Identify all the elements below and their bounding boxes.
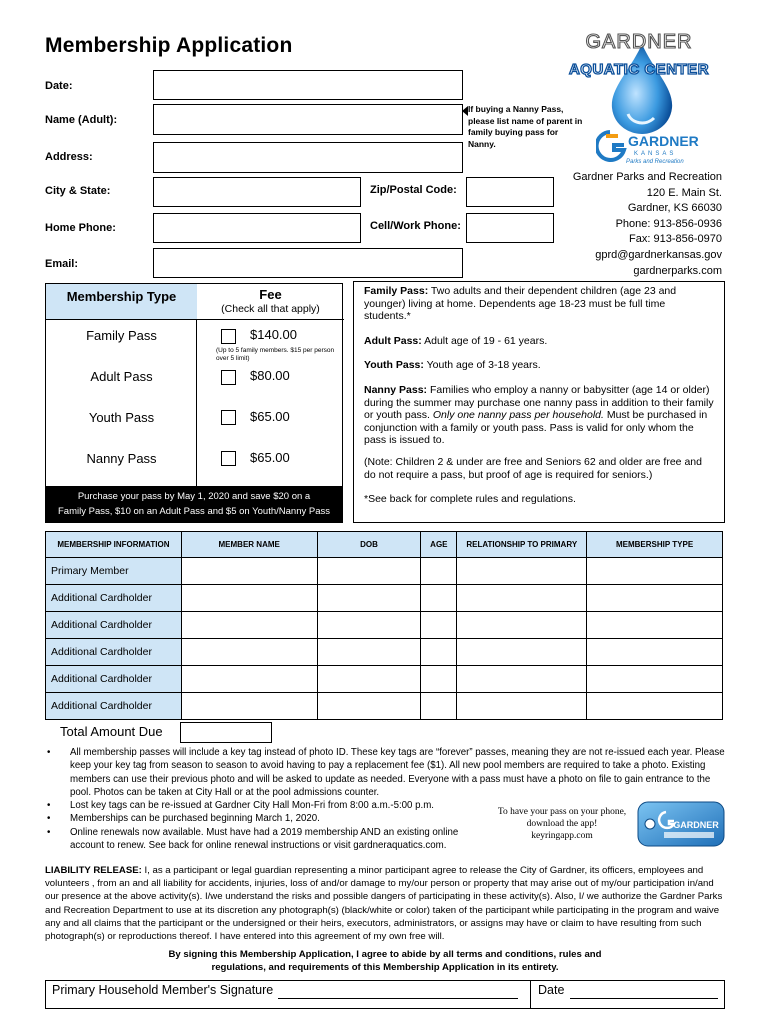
list-item: • Memberships can be purchased beginning March 1, 2020. bbox=[45, 812, 485, 825]
email-field[interactable] bbox=[153, 248, 463, 278]
row-label: Additional Cardholder bbox=[46, 666, 182, 693]
cell-phone-field[interactable] bbox=[466, 213, 554, 243]
row-label: Primary Member bbox=[46, 558, 182, 585]
table-row bbox=[46, 585, 723, 612]
desc-youth: Youth Pass: Youth age of 3-18 years. bbox=[364, 359, 541, 372]
cell-input[interactable] bbox=[421, 612, 457, 639]
fee-title: Fee bbox=[259, 287, 282, 302]
cell-input[interactable] bbox=[181, 666, 317, 693]
cell-input[interactable] bbox=[587, 666, 723, 693]
key-tag-image bbox=[636, 798, 726, 850]
keyring-line-1: To have your pass on your phone, bbox=[497, 807, 627, 817]
cell-input[interactable] bbox=[587, 693, 723, 720]
cell-phone-label: Cell/Work Phone: bbox=[370, 220, 461, 232]
gardner-parks-logo bbox=[596, 128, 726, 166]
contact-web[interactable]: gardnerparks.com bbox=[633, 264, 722, 277]
date-label: Date: bbox=[45, 80, 73, 92]
cell-input[interactable] bbox=[317, 612, 421, 639]
address-label: Address: bbox=[45, 151, 93, 163]
cell-input[interactable] bbox=[317, 585, 421, 612]
member-table bbox=[45, 531, 723, 720]
table-row bbox=[46, 693, 723, 720]
contact-email[interactable]: gprd@gardnerkansas.gov bbox=[595, 248, 722, 261]
contact-org: Gardner Parks and Recreation bbox=[572, 171, 722, 183]
home-phone-field[interactable] bbox=[153, 213, 361, 243]
membership-type-table bbox=[45, 283, 343, 523]
row-label: Additional Cardholder bbox=[46, 585, 182, 612]
table-row bbox=[46, 558, 723, 585]
pass-name-adult: Adult Pass bbox=[90, 369, 153, 384]
total-field[interactable] bbox=[180, 722, 272, 743]
membership-type-header: Membership Type bbox=[46, 284, 197, 320]
family-pass-note: (Up to 5 family members. $15 per person over 5 limit) bbox=[216, 347, 335, 362]
name-label: Name (Adult): bbox=[45, 114, 118, 126]
keyring-promo bbox=[486, 806, 638, 842]
cell-input[interactable] bbox=[587, 558, 723, 585]
water-drop-icon bbox=[612, 44, 672, 134]
table-row bbox=[46, 612, 723, 639]
signature-date-label: Date bbox=[538, 983, 565, 997]
checkbox-youth[interactable] bbox=[221, 410, 236, 425]
key-tag-brand: GARDNER bbox=[673, 820, 719, 830]
cell-input[interactable] bbox=[587, 639, 723, 666]
price-nanny: $65.00 bbox=[250, 450, 290, 465]
cell-input[interactable] bbox=[421, 639, 457, 666]
table-row bbox=[46, 666, 723, 693]
cell-input[interactable] bbox=[181, 558, 317, 585]
parks-brand: GARDNER bbox=[628, 133, 699, 149]
agreement-statement: By signing this Membership Application, I agree to abide by all terms and conditions, rules and regulations, and requirements of this Membership Application in its entirety. bbox=[168, 949, 602, 974]
list-item: • Online renewals now available. Must have had a 2019 membership AND an existing online account to renew. See back for online renewal instructions or visit gardneraquatics.com. bbox=[45, 826, 485, 853]
city-state-field[interactable] bbox=[153, 177, 361, 207]
home-phone-label: Home Phone: bbox=[45, 222, 116, 234]
contact-city: Gardner, KS 66030 bbox=[627, 202, 722, 215]
cell-input[interactable] bbox=[421, 585, 457, 612]
logo-subtitle: AQUATIC CENTER bbox=[568, 61, 710, 78]
date-field[interactable] bbox=[153, 70, 463, 100]
promo-line-1: Purchase your pass by May 1, 2020 and save $20 on a bbox=[77, 491, 311, 502]
cell-input[interactable] bbox=[181, 585, 317, 612]
keyring-line-2: download the app! bbox=[526, 819, 598, 829]
promo-line-2: Family Pass, $10 on an Adult Pass and $5 on Youth/Nanny Pass bbox=[58, 506, 330, 517]
email-label: Email: bbox=[45, 258, 79, 270]
cell-input[interactable] bbox=[421, 666, 457, 693]
col-membership-info: MEMBERSHIP INFORMATION bbox=[46, 532, 182, 558]
logo-brand: GARDNER bbox=[585, 31, 693, 53]
row-label: Additional Cardholder bbox=[46, 693, 182, 720]
checkbox-family[interactable] bbox=[221, 329, 236, 344]
cell-input[interactable] bbox=[457, 639, 587, 666]
row-label: Additional Cardholder bbox=[46, 639, 182, 666]
cell-input[interactable] bbox=[457, 666, 587, 693]
signature-line[interactable] bbox=[278, 998, 518, 999]
cell-input[interactable] bbox=[457, 693, 587, 720]
cell-input[interactable] bbox=[181, 693, 317, 720]
parks-tagline: Parks and Recreation bbox=[626, 159, 684, 165]
col-member-name: MEMBER NAME bbox=[181, 532, 317, 558]
price-youth: $65.00 bbox=[250, 409, 290, 424]
price-adult: $80.00 bbox=[250, 368, 290, 383]
col-dob: DOB bbox=[317, 532, 421, 558]
cell-input[interactable] bbox=[421, 558, 457, 585]
cell-input[interactable] bbox=[317, 666, 421, 693]
parks-state: KANSAS bbox=[634, 151, 677, 157]
cell-input[interactable] bbox=[181, 612, 317, 639]
table-header-row bbox=[46, 532, 723, 558]
cell-input[interactable] bbox=[421, 693, 457, 720]
signature-date-line[interactable] bbox=[570, 998, 718, 999]
cell-input[interactable] bbox=[317, 693, 421, 720]
pass-name-youth: Youth Pass bbox=[88, 410, 155, 425]
cell-input[interactable] bbox=[317, 639, 421, 666]
contact-info bbox=[573, 170, 722, 279]
city-state-label: City & State: bbox=[45, 185, 111, 197]
col-age: AGE bbox=[421, 532, 457, 558]
contact-fax: Fax: 913-856-0970 bbox=[629, 233, 722, 246]
promo-banner bbox=[46, 486, 342, 522]
keyring-line-3[interactable]: keyringapp.com bbox=[531, 831, 593, 841]
list-item: • All membership passes will include a key tag instead of photo ID. These key tags are “forever” passes, meaning they are not re-issued each year. Please keep your key tag from season to season to avoid having to pay a replacement fee ($1). All new pool members are required to take a photo. Existing members can use their previous photo and will be asked to update as needed. Everyone with a pass must have a photo on file to gain entrance to the pool. Photos can be taken at City Hall or at the pool admissions counter. bbox=[45, 746, 725, 799]
table-row bbox=[46, 639, 723, 666]
cell-input[interactable] bbox=[181, 639, 317, 666]
list-item: • Lost key tags can be re-issued at Gardner City Hall Mon-Fri from 8:00 a.m.-5:00 p.m. bbox=[45, 799, 485, 812]
col-membership-type: MEMBERSHIP TYPE bbox=[587, 532, 723, 558]
total-label: Total Amount Due bbox=[60, 724, 163, 739]
cell-input[interactable] bbox=[457, 585, 587, 612]
contact-street: 120 E. Main St. bbox=[646, 186, 722, 199]
contact-phone: Phone: 913-856-0936 bbox=[615, 217, 722, 230]
desc-family: Family Pass: Two adults and their dependent children (age 23 and younger) living at home. Dependents age 18-23 must be full time students.* bbox=[364, 285, 677, 323]
pass-name-nanny: Nanny Pass bbox=[86, 451, 157, 466]
desc-adult: Adult Pass: Adult age of 19 - 61 years. bbox=[364, 334, 548, 347]
zip-label: Zip/Postal Code: bbox=[370, 184, 457, 196]
price-family: $140.00 bbox=[250, 327, 297, 342]
liability-release: LIABILITY RELEASE: I, as a participant or legal guardian representing a minor participant agree to release the City of Gardner, its officers, employees and volunteers , from an and all liability for accidents, injuries, loss of and/or damage to my/our person or property that may arise out of my/our participation in/and our presence at the above activity(s). I/we understand the risks and possible dangers of participating in these activity(s). Also, I/ we authorize the Gardner Parks and Recreation Department to use at its discretion any photograph(s) (black/white or color) taken of the participant while participating in the program and waive any and all claims that the participant or the undersigned or their heirs, executors, administrators, or assigns may have or claim to have resulting from such photograph(s) or reproductions thereof. I have entered into this agreement of my own free will. bbox=[45, 865, 723, 943]
name-field[interactable] bbox=[153, 104, 463, 135]
row-label: Additional Cardholder bbox=[46, 612, 182, 639]
col-relationship: RELATIONSHIP TO PRIMARY bbox=[457, 532, 587, 558]
cell-input[interactable] bbox=[457, 558, 587, 585]
pass-descriptions bbox=[353, 281, 725, 523]
nanny-note: If buying a Nanny Pass, please list name of parent in family buying pass for Nanny. bbox=[468, 104, 583, 149]
fee-subtitle: (Check all that apply) bbox=[221, 303, 320, 315]
desc-note: (Note: Children 2 & under are free and Seniors 62 and older are free and do not require a pass, but proof of age is required for seniors.) bbox=[364, 455, 702, 481]
signature-label: Primary Household Member's Signature bbox=[52, 983, 274, 997]
checkbox-nanny[interactable] bbox=[221, 451, 236, 466]
page-title: Membership Application bbox=[45, 34, 293, 57]
pass-name-family: Family Pass bbox=[86, 328, 157, 343]
cell-input[interactable] bbox=[317, 558, 421, 585]
cell-input[interactable] bbox=[457, 612, 587, 639]
cell-input[interactable] bbox=[587, 612, 723, 639]
checkbox-adult[interactable] bbox=[221, 370, 236, 385]
address-field[interactable] bbox=[153, 142, 463, 173]
cell-input[interactable] bbox=[587, 585, 723, 612]
zip-field[interactable] bbox=[466, 177, 554, 207]
desc-see-back: *See back for complete rules and regulations. bbox=[364, 493, 576, 506]
fee-header bbox=[197, 284, 344, 320]
desc-nanny: Nanny Pass: Families who employ a nanny or babysitter (age 14 or older) during the summer may purchase one nanny pass in addition to their family or youth pass. Only one nanny pass per household. Must be purchased in conjunction with a family or youth pass. Pass is valid for only whom the pass is issued to. bbox=[364, 383, 714, 447]
